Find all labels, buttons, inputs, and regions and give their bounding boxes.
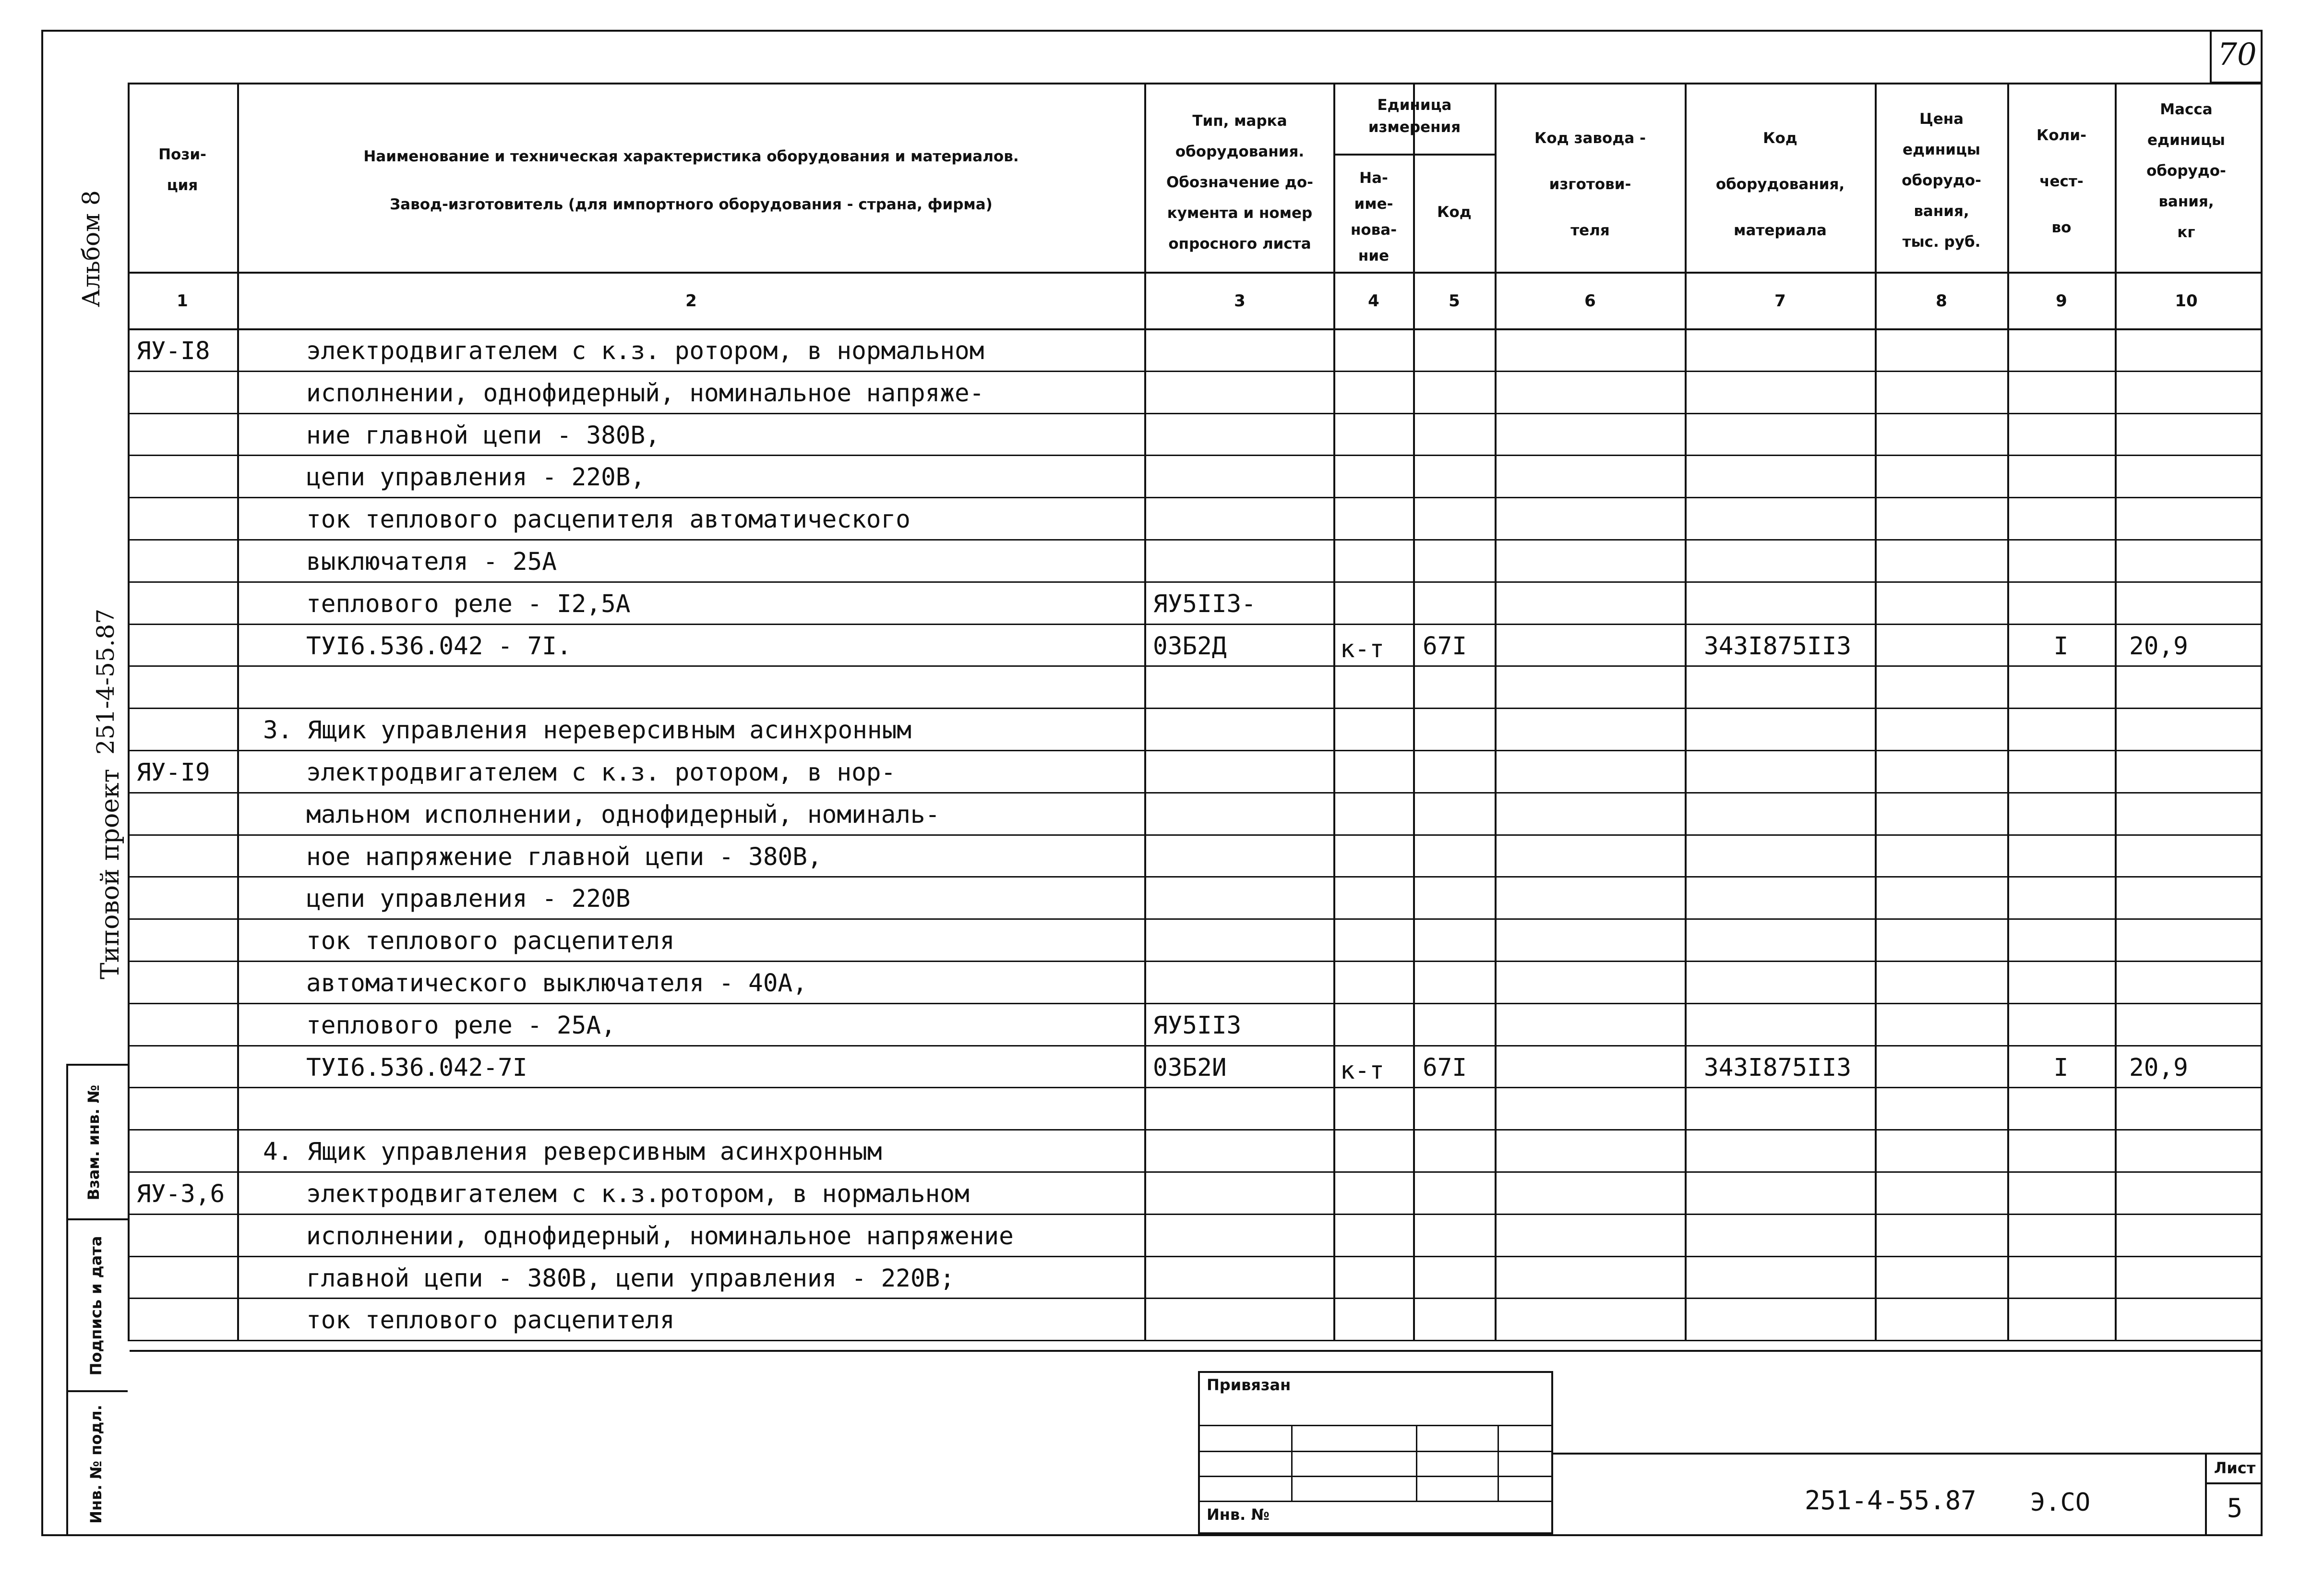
row-name: ное напряжение главной цепи - 380В, <box>306 842 822 871</box>
grid-col-line <box>1875 83 1877 1340</box>
strip-line <box>66 1064 68 1536</box>
row-name: автоматического выключателя - 40А, <box>306 969 807 998</box>
header-col10: Масса единицы оборудо- вания, кг <box>2146 101 2226 241</box>
frame-top <box>41 30 2263 32</box>
row-name: ние главной цепи - 380В, <box>306 421 660 450</box>
header-col3: Тип, марка оборудования. Обозначение до- кумента и номер опросного листа <box>1166 112 1314 253</box>
row-equipment-code: 343I875II3 <box>1704 632 1852 661</box>
colnum-3: 3 <box>1234 291 1246 311</box>
stamp-signature-label: Подпись и дата <box>87 1236 105 1376</box>
grid-header-top <box>128 83 2263 84</box>
row-name: мальном исполнении, однофидерный, номиналь- <box>306 800 940 829</box>
row-unit-code: 67I <box>1423 632 1467 661</box>
header-units-group: Единица измерения <box>1368 96 1461 136</box>
row-unit-code: 67I <box>1423 1053 1467 1082</box>
header-col5: Код <box>1437 204 1472 221</box>
strip-sep-1 <box>66 1064 128 1066</box>
inv-label: Инв. № <box>1207 1505 1270 1524</box>
row-type: ЯУ5II3 <box>1153 1011 1242 1040</box>
title-divider <box>1553 1453 2263 1455</box>
colnum-10: 10 <box>2175 291 2198 311</box>
row-equipment-code: 343I875II3 <box>1704 1053 1852 1082</box>
header-col9: Коли- чест- во <box>2036 127 2086 236</box>
row-name: ток теплового расцепителя автоматического <box>306 505 910 534</box>
grid-col-line <box>128 83 130 1340</box>
colnum-9: 9 <box>2056 291 2067 311</box>
colnum-5: 5 <box>1449 291 1460 311</box>
row-name: теплового реле - 25А, <box>306 1011 616 1040</box>
row-name: цепи управления - 220В <box>306 885 631 914</box>
row-name: электродвигателем с к.з.ротором, в нормальном <box>306 1180 970 1208</box>
colnum-2: 2 <box>685 291 697 311</box>
side-album-label: Альбом 8 <box>77 190 105 307</box>
header-col6: Код завода - изготови- теля <box>1534 130 1646 239</box>
grid-row-line <box>128 1129 2263 1131</box>
colnum-4: 4 <box>1368 291 1379 311</box>
grid-col-line <box>2261 83 2263 1340</box>
header-col1: Пози- ция <box>158 146 206 194</box>
grid-col-line <box>1333 83 1335 1340</box>
doc-code: 251-4-55.87 <box>1805 1485 1977 1516</box>
grid-units-subline <box>1333 154 1495 156</box>
row-position: ЯУ-3,6 <box>136 1180 225 1208</box>
grid-col-line <box>2007 83 2009 1340</box>
frame-left <box>41 30 43 1536</box>
row-name: ТУI6.536.042-7I <box>306 1053 527 1082</box>
bound-box <box>1198 1371 1553 1534</box>
row-name: главной цепи - 380В, цепи управления - 220В; <box>306 1264 955 1293</box>
row-name: 4. Ящик управления реверсивным асинхронным <box>263 1138 882 1167</box>
bound-label: Привязан <box>1207 1376 1291 1394</box>
row-name: исполнении, однофидерный, номинальное напряже- <box>306 379 984 408</box>
stamp-original-label: Инв. № подл. <box>87 1405 105 1524</box>
stamp-exchange-label: Взам. инв. № <box>84 1084 103 1201</box>
header-col8: Цена единицы оборудо- вания, тыс. руб. <box>1902 110 1981 251</box>
row-name: выключателя - 25А <box>306 548 557 576</box>
sheet-box <box>2205 1454 2263 1536</box>
row-position: ЯУ-I9 <box>136 758 210 787</box>
frame-bottom <box>41 1534 2263 1536</box>
row-name: ТУI6.536.042 - 7I. <box>306 632 572 661</box>
row-name: электродвигателем с к.з. ротором, в нор- <box>306 758 896 787</box>
grid-row-line <box>128 708 2263 709</box>
side-project-code: 251-4-55.87 <box>92 608 120 755</box>
header-col2: Наименование и техническая характеристика оборудования и материалов. Завод-изготовитель (для импортного оборудования - страна, фирма) <box>363 148 1019 213</box>
row-position: ЯУ-I8 <box>136 337 210 365</box>
grid-col-line <box>1413 83 1415 1340</box>
row-type: ЯУ5II3- <box>1153 589 1256 618</box>
row-unit: к-т <box>1340 635 1385 663</box>
row-quantity: I <box>2053 632 2069 661</box>
sheet-label: Лист <box>2207 1454 2263 1484</box>
grid-col-line <box>237 83 239 1340</box>
grid-col-line <box>1685 83 1687 1340</box>
colnum-1: 1 <box>177 291 188 311</box>
row-unit: к-т <box>1340 1056 1385 1085</box>
row-quantity: I <box>2053 1053 2069 1082</box>
side-project-type: Типовой проект <box>96 769 125 979</box>
row-mass: 20,9 <box>2129 632 2188 661</box>
row-name: цепи управления - 220В, <box>306 463 646 492</box>
title-block-frame <box>130 1350 2263 1352</box>
row-name: электродвигателем с к.з. ротором, в нормальном <box>306 337 984 365</box>
header-col7: Код оборудования, материала <box>1715 130 1845 239</box>
header-col4: На- име- нова- ние <box>1350 169 1397 265</box>
row-type: 03Б2Д <box>1153 632 1227 661</box>
row-name: ток теплового расцепителя <box>306 1306 675 1335</box>
row-mass: 20,9 <box>2129 1053 2188 1082</box>
row-name: 3. Ящик управления нереверсивным асинхронным <box>263 716 912 745</box>
corner-number-box <box>2210 30 2263 84</box>
corner-number: 70 <box>2217 37 2257 72</box>
colnum-6: 6 <box>1584 291 1596 311</box>
colnum-8: 8 <box>1936 291 1947 311</box>
row-name: теплового реле - I2,5А <box>306 589 631 618</box>
grid-col-line <box>1495 83 1497 1340</box>
row-name: исполнении, однофидерный, номинальное напряжение <box>306 1222 1014 1251</box>
row-name: ток теплового расцепителя <box>306 927 675 956</box>
doc-section: Э.СО <box>2030 1488 2091 1517</box>
row-type: 03Б2И <box>1153 1053 1227 1082</box>
grid-col-line <box>2115 83 2117 1340</box>
colnum-7: 7 <box>1774 291 1786 311</box>
sheet-number: 5 <box>2227 1493 2243 1523</box>
